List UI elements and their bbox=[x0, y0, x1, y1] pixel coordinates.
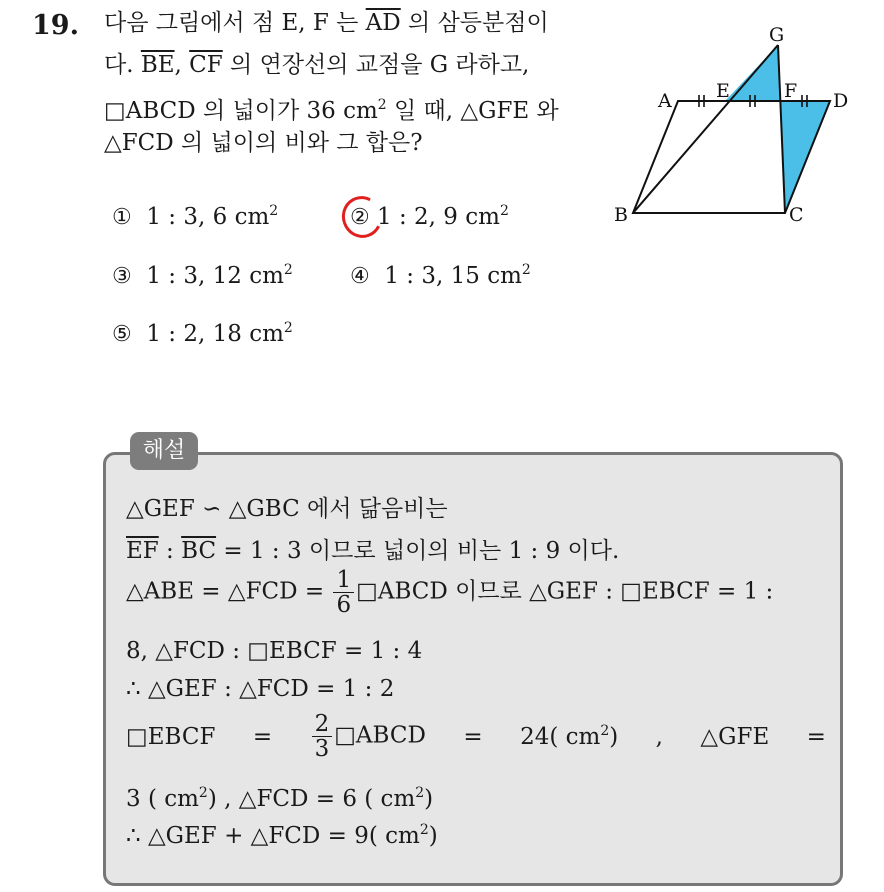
segment-cf: $\overline{CF}$ bbox=[189, 52, 223, 78]
line-bg bbox=[633, 45, 778, 213]
question-number: 19. bbox=[32, 10, 79, 41]
solution-line-1: △GEF ∽ △GBC 에서 닮음비는 bbox=[126, 496, 448, 522]
value-group bbox=[520, 723, 618, 750]
text: ) bbox=[609, 724, 619, 750]
text: 3 ( cm bbox=[126, 786, 199, 812]
text: 24( cm bbox=[520, 724, 601, 750]
fraction-one-sixth bbox=[333, 568, 354, 617]
question-line-2 bbox=[104, 50, 529, 80]
superscript: 2 bbox=[499, 203, 509, 219]
segment-bc: $\overline{BC}$ bbox=[181, 538, 217, 564]
answer-circle-mark bbox=[336, 191, 387, 243]
text: = bbox=[252, 723, 273, 750]
superscript: 2 bbox=[521, 262, 531, 278]
choice-5[interactable] bbox=[112, 320, 293, 347]
text: ) , △FCD = 6 ( cm bbox=[207, 786, 416, 812]
solution-line-5: ∴ △GEF : △FCD = 1 : 2 bbox=[126, 676, 395, 702]
parallelogram-figure bbox=[600, 15, 870, 235]
text: △GFE bbox=[700, 723, 770, 750]
segment-ad: $\overline{AD}$ bbox=[365, 10, 401, 36]
label-f: F bbox=[784, 80, 798, 102]
fraction-group bbox=[310, 712, 426, 761]
superscript: 2 bbox=[419, 822, 429, 838]
solution-line-6 bbox=[126, 712, 826, 761]
text: 일 때, △GFE 와 bbox=[386, 98, 559, 124]
choice-2-text: 1 : 2, 9 cm bbox=[377, 204, 500, 230]
choice-4-text: 1 : 3, 15 cm bbox=[384, 263, 522, 289]
superscript: 2 bbox=[269, 203, 279, 219]
choice-1[interactable] bbox=[112, 203, 278, 230]
solution-tag: 해설 bbox=[130, 432, 198, 470]
superscript: 2 bbox=[198, 785, 208, 801]
solution-line-7 bbox=[126, 785, 433, 812]
choice-3[interactable] bbox=[112, 262, 293, 289]
choice-3-mark: ③ bbox=[112, 264, 132, 289]
denominator: 6 bbox=[336, 592, 352, 618]
text: ) bbox=[428, 823, 438, 849]
label-a: A bbox=[658, 90, 672, 112]
question-line-4: △FCD 의 넓이의 비와 그 합은? bbox=[104, 130, 423, 156]
choice-3-text: 1 : 3, 12 cm bbox=[146, 263, 284, 289]
superscript: 2 bbox=[283, 262, 293, 278]
segment-be: $\overline{BE}$ bbox=[140, 52, 175, 78]
text: , bbox=[655, 723, 663, 750]
superscript: 2 bbox=[415, 785, 425, 801]
text: □EBCF bbox=[126, 723, 216, 750]
numerator: 2 bbox=[312, 712, 333, 737]
text: □ABCD bbox=[334, 722, 426, 749]
denominator: 3 bbox=[314, 736, 330, 762]
label-c: C bbox=[789, 204, 804, 226]
choice-5-text: 1 : 2, 18 cm bbox=[146, 321, 284, 347]
text: ) bbox=[424, 786, 434, 812]
superscript: 2 bbox=[600, 723, 610, 739]
choice-2-mark: ② bbox=[350, 205, 370, 230]
choice-4-mark: ④ bbox=[350, 264, 370, 289]
solution-line-4: 8, △FCD : □EBCF = 1 : 4 bbox=[126, 638, 423, 664]
text: 다음 그림에서 점 E, F 는 bbox=[104, 10, 366, 36]
text: ∴ △GEF + △FCD = 9( cm bbox=[126, 823, 420, 849]
text: □ABCD 의 넓이가 36 cm bbox=[104, 98, 378, 124]
text: : bbox=[158, 538, 182, 564]
text: △ABE = △FCD = bbox=[126, 578, 332, 605]
numerator: 1 bbox=[333, 568, 354, 593]
solution-line-3 bbox=[126, 568, 773, 617]
text: 다. bbox=[104, 52, 141, 78]
choice-1-mark: ① bbox=[112, 205, 132, 230]
superscript: 2 bbox=[283, 320, 293, 336]
label-g: G bbox=[769, 24, 785, 46]
question-line-3 bbox=[104, 90, 559, 126]
text: 의 연장선의 교점을 G 라하고, bbox=[222, 52, 530, 78]
label-b: B bbox=[614, 204, 628, 226]
text: = bbox=[806, 723, 826, 750]
label-e: E bbox=[716, 80, 730, 102]
text: = 1 : 3 이므로 넓이의 비는 1 : 9 이다. bbox=[216, 538, 620, 564]
choice-4[interactable] bbox=[350, 262, 531, 289]
segment-ef: $\overline{EF}$ bbox=[126, 538, 159, 564]
text: , bbox=[174, 52, 190, 78]
text: 의 삼등분점이 bbox=[400, 10, 549, 36]
fraction-two-thirds bbox=[312, 712, 333, 761]
text: = bbox=[463, 723, 483, 750]
solution-line-2 bbox=[126, 532, 619, 565]
label-d: D bbox=[833, 90, 849, 112]
superscript: 2 bbox=[377, 97, 387, 113]
choice-5-mark: ⑤ bbox=[112, 322, 132, 347]
solution-line-8 bbox=[126, 822, 438, 849]
choice-1-text: 1 : 3, 6 cm bbox=[146, 204, 270, 230]
question-line-1 bbox=[104, 8, 549, 38]
text: □ABCD 이므로 △GEF : □EBCF = 1 : bbox=[356, 578, 774, 605]
